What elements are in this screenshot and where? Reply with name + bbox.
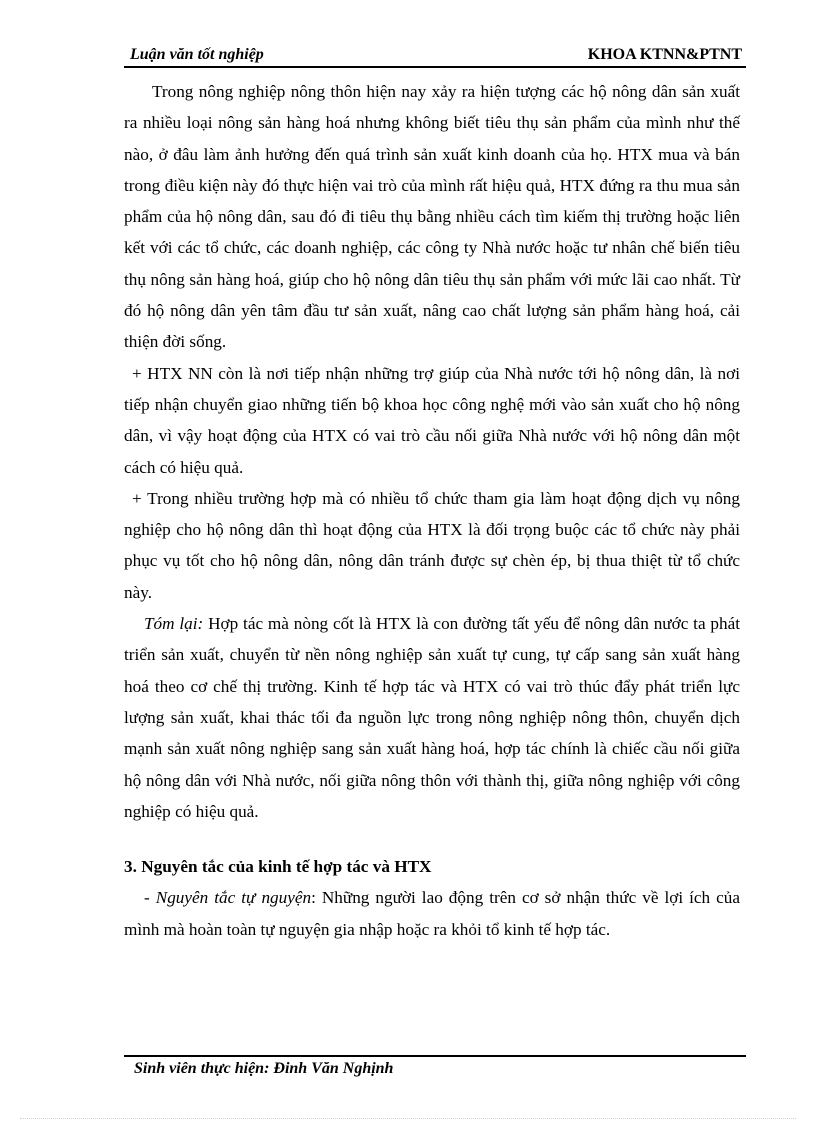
summary-label: Tóm lại: xyxy=(144,614,204,634)
principle-label: Nguyên tắc tự nguyện xyxy=(155,888,312,908)
page-bottom-edge xyxy=(20,1118,796,1119)
footer-author: Sinh viên thực hiện: Đinh Văn Nghịnh xyxy=(134,1060,394,1077)
principle-prefix: - xyxy=(144,888,156,908)
paragraph-intro: Trong nông nghiệp nông thôn hiện nay xảy ra hiện tượng các hộ nông dân sản xuất ra nhiều loại nông sản hàng hoá nhưng không biết tiêu thụ sản phẩm của mình như thế nào, ở đâu làm ảnh hưởng đến quá trình sản xuất kinh doanh của họ. HTX mua và bán trong điều kiện này đó thực hiện vai trò của mình rất hiệu quả, HTX đứng ra thu mua sản phẩm của hộ nông dân, sau đó đi tiêu thụ bằng nhiều cách tìm kiếm thị trường hoặc liên kết với các tổ chức, các doanh nghiệp, các công ty Nhà nước hoặc tư nhân chế biến tiêu thụ nông sản hàng hoá, giúp cho hộ nông dân tiêu thụ sản phẩm với mức lãi cao nhất. Từ đó hộ nông dân yên tâm đầu tư sản xuất, nâng cao chất lượng sản phẩm hàng hoá, cải thiện đời sống. xyxy=(124,82,740,352)
paragraph-voluntary-principle xyxy=(124,882,740,945)
header-thesis-title: Luận văn tốt nghiệp xyxy=(130,46,264,63)
document-body xyxy=(124,76,740,945)
paragraph-bridge-role: + HTX NN còn là nơi tiếp nhận những trợ giúp của Nhà nước tới hộ nông dân, là nơi tiếp nhận chuyển giao những tiến bộ khoa học công nghệ mới vào sản xuất cho hộ nông dân, vì vậy hoạt động của HTX có vai trò cầu nối giữa Nhà nước với hộ nông dân một cách có hiệu quả. xyxy=(124,363,740,477)
header-faculty: KHOA KTNN&PTNT xyxy=(587,46,742,63)
paragraph-summary xyxy=(124,608,740,827)
page-header xyxy=(124,42,746,68)
footer-divider xyxy=(124,1055,746,1057)
paragraph-counterweight: + Trong nhiều trường hợp mà có nhiều tổ chức tham gia làm hoạt động dịch vụ nông nghiệp cho hộ nông dân thì hoạt động của HTX là đối trọng buộc các tổ chức này phải phục vụ tốt cho hộ nông dân, nông dân tránh được sự chèn ép, bị thua thiệt từ tổ chức này. xyxy=(124,488,740,602)
principle-text: : Những người lao động trên cơ sở nhận thức về lợi ích của mình mà hoàn toàn tự nguyện gia nhập hoặc ra khỏi tổ kinh tế hợp tác. xyxy=(124,888,740,939)
summary-text: Hợp tác mà nòng cốt là HTX là con đường tất yếu để nông dân nước ta phát triển sản xuất, chuyển từ nền nông nghiệp sản xuất tự cung, tự cấp sang sản xuất hàng hoá theo cơ chế thị trường. Kinh tế hợp tác và HTX có vai trò thúc đẩy phát triển lực lượng sản xuất, khai thác tối đa nguồn lực trong nông nghiệp nông thôn, chuyển dịch mạnh sản xuất nông nghiệp sang sản xuất hàng hoá, hợp tác chính là chiếc cầu nối giữa hộ nông dân với Nhà nước, nối giữa nông thôn với thành thị, giữa nông nghiệp với công nghiệp có hiệu quả. xyxy=(124,614,740,821)
section-heading: 3. Nguyên tắc của kinh tế hợp tác và HTX xyxy=(124,857,432,877)
